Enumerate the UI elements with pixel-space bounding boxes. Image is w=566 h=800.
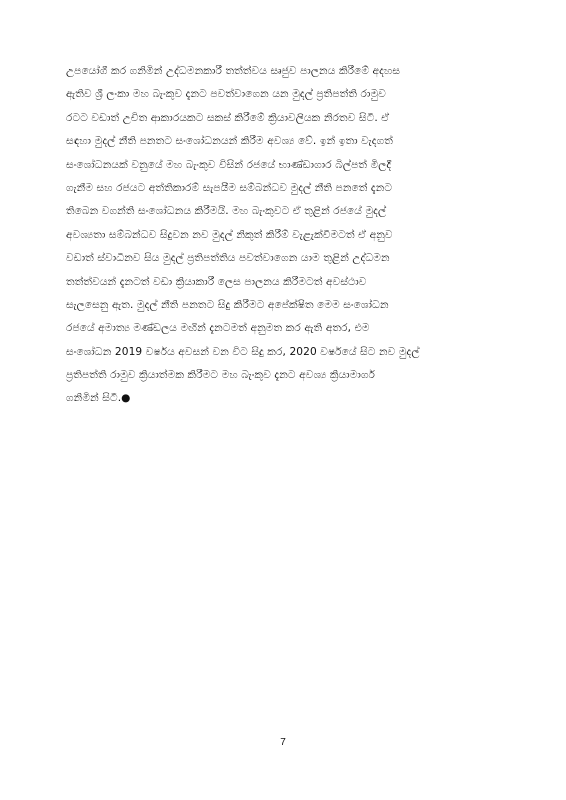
paragraph-line: තිබෙන වගන්ති සංශෝධනය කිරීමයි. මහ බැංකුවට ඒ තුළින් රජයේ මුදල් [66, 205, 387, 218]
page-number: 7 [280, 737, 286, 748]
body-paragraph [66, 60, 496, 411]
paragraph-line: ගැනීම සහ රජයට අත්තිකාරම් සැපයීම සම්බන්ධව මුදල් නීති පනතේ දැනට [66, 181, 393, 194]
paragraph-line: සඳහා මුදල් නීති පනතට සංශෝධනයන් කිරීම අවශ්‍ය වේ. ඉන් ඉතා වැදගත් [66, 135, 393, 148]
paragraph-line: තත්ත්වයන් දැනටත් වඩා ක්‍රියාකාරී ලෙස පාලනය කිරීමටත් අවස්ථාව [66, 275, 367, 288]
paragraph-line: සංශෝධන 2019 වර්ෂය අවසන් වන විට සිදු කර, 2020 වර්ෂයේ සිට නව මුදල් [66, 345, 420, 358]
paragraph-line: සැලසෙනු ඇත. මුදල් නීති පනතට සිදු කිරීමට අපේක්ෂිත මෙම සංශෝධන [66, 298, 389, 311]
paragraph-line: වඩාත් ස්වාධීනව සිය මුදල් ප්‍රතිපත්තිය පවත්වාගෙන යාම තුළින් උද්ධමන [66, 252, 390, 265]
paragraph-line: රටට වඩාත් උචිත ආකාරයකට සකස් කිරීමේ ක්‍රියාවලියක නිරතව සිටී. ඒ [66, 111, 390, 124]
paragraph-line: සංශෝධනයක් වනුයේ මහ බැංකුව විසින් රජයේ භාණ්ඩාගාර බිල්පත් මිලදී [66, 158, 392, 171]
paragraph-line: ප්‍රතිපත්ති රාමුව ක්‍රියාත්මක කිරීමට මහ බැංකුව දැනට අවශ්‍ය ක්‍රියාමාර්ග [66, 369, 376, 382]
paragraph-line: ඇතිව ශ්‍රී ලංකා මහ බැංකුව දැනට පවත්වාගෙන යන මුදල් ප්‍රතිපත්ති රාමුව [66, 88, 386, 101]
paragraph-line: උපයෝගී කර ගනිමින් උද්ධමනකාරී තත්ත්වය සෘජුව පාලනය කිරීමේ අදහස [66, 65, 401, 77]
paragraph-line: ගනිමින් සිටී.● [66, 392, 131, 405]
paragraph-line: රජයේ අමාත්‍ය මණ්ඩලය මඟින් දැනටමත් අනුමත කර ඇති අතර, එම [66, 322, 370, 335]
paragraph-line: අවශ්‍යතා සම්බන්ධව සිදුවන නව මුදල් නිකුත් කිරීම් වැළැක්වීමටත් ඒ අනුව [66, 228, 393, 241]
